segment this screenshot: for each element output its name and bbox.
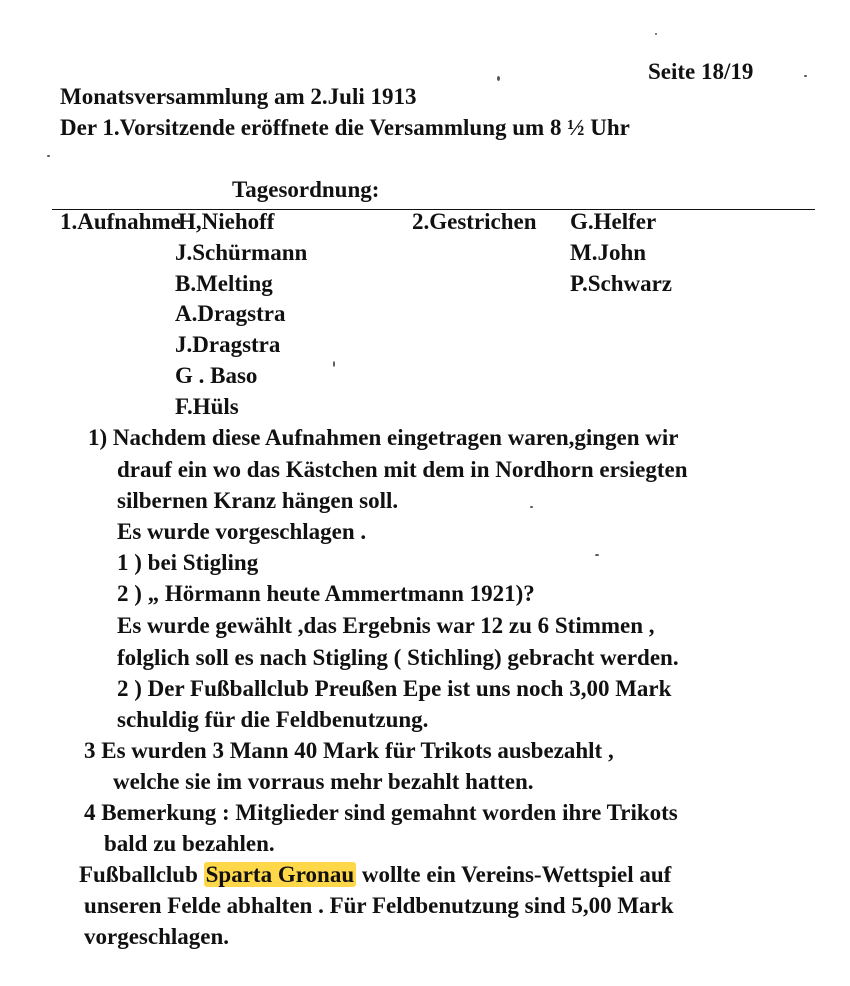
- closing-text: wollte ein Vereins-Wettspiel auf: [361, 862, 672, 887]
- body-line: 1) Nachdem diese Aufnahmen eingetragen waren,gingen wir: [88, 425, 679, 450]
- agenda-heading: Tagesordnung:: [232, 177, 380, 202]
- admissions-label: 1.Aufnahme: [60, 209, 181, 234]
- admission-name: G . Baso: [175, 363, 258, 388]
- admission-name: A.Dragstra: [175, 301, 286, 326]
- body-line: drauf ein wo das Kästchen mit dem in Nordhorn ersiegten: [117, 457, 688, 482]
- body-line: welche sie im vorraus mehr bezahlt hatten.: [113, 769, 534, 794]
- body-line: 3 Es wurden 3 Mann 40 Mark für Trikots ausbezahlt ,: [84, 738, 614, 763]
- admission-name: J.Schürmann: [175, 240, 308, 265]
- body-line: Es wurde vorgeschlagen .: [117, 519, 367, 544]
- admission-name: H,Niehoff: [178, 209, 275, 234]
- body-line: bald zu bezahlen.: [104, 831, 275, 856]
- scan-speck: [595, 554, 599, 556]
- body-line: 4 Bemerkung : Mitglieder sind gemahnt worden ihre Trikots: [84, 800, 678, 825]
- scan-speck: [530, 506, 533, 508]
- scan-speck: [804, 75, 807, 77]
- body-line: 1 ) bei Stigling: [117, 550, 259, 575]
- closing-line: vorgeschlagen.: [84, 924, 230, 949]
- struck-name: M.John: [570, 240, 647, 265]
- struck-label: 2.Gestrichen: [412, 209, 537, 234]
- highlighted-club-name: Sparta Gronau: [205, 862, 355, 887]
- struck-name: P.Schwarz: [570, 271, 673, 296]
- body-line: silbernen Kranz hängen soll.: [117, 488, 399, 513]
- body-line: folglich soll es nach Stigling ( Stichling) gebracht werden.: [117, 645, 679, 670]
- scan-speck: [333, 361, 335, 367]
- opening-line: Der 1.Vorsitzende eröffnete die Versammlung um 8 ½ Uhr: [60, 115, 630, 140]
- admission-name: B.Melting: [175, 271, 273, 296]
- scan-speck: [655, 33, 657, 35]
- admission-name: F.Hüls: [175, 394, 239, 419]
- scan-speck: [497, 76, 500, 81]
- page-number: Seite 18/19: [648, 59, 754, 84]
- meeting-title: Monatsversammlung am 2.Juli 1913: [60, 84, 417, 109]
- body-line: schuldig für die Feldbenutzung.: [117, 707, 429, 732]
- body-line: 2 ) Der Fußballclub Preußen Epe ist uns noch 3,00 Mark: [117, 676, 672, 701]
- closing-text: Fußballclub: [79, 862, 198, 887]
- body-line: Es wurde gewählt ,das Ergebnis war 12 zu 6 Stimmen ,: [117, 613, 655, 638]
- scan-speck: [47, 155, 50, 157]
- closing-line: [79, 861, 671, 889]
- closing-line: unseren Felde abhalten . Für Feldbenutzung sind 5,00 Mark: [84, 893, 674, 918]
- struck-name: G.Helfer: [570, 209, 657, 234]
- admission-name: J.Dragstra: [175, 332, 281, 357]
- body-line: 2 ) „ Hörmann heute Ammertmann 1921)?: [117, 581, 535, 606]
